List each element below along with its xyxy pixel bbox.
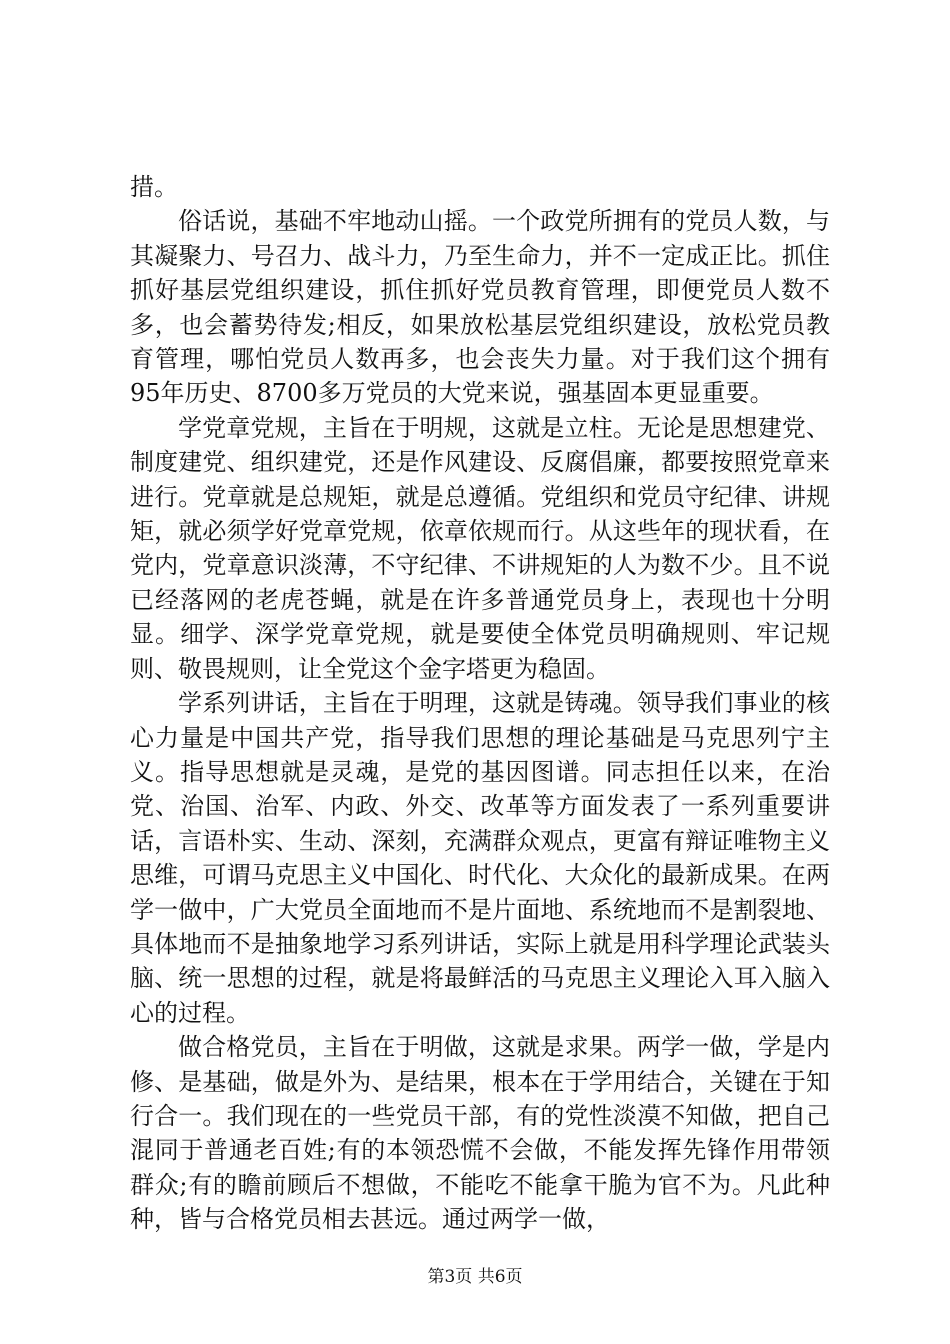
document-body	[130, 170, 830, 1237]
paragraph-2: 俗话说，基础不牢地动山摇。一个政党所拥有的党员人数，与其凝聚力、号召力、战斗力，乃至生命力，并不一定成正比。抓住抓好基层党组织建设，抓住抓好党员教育管理，即便党员人数不多，也会蓄势待发;相反，如果放松基层党组织建设，放松党员教育管理，哪怕党员人数再多，也会丧失力量。对于我们这个拥有95年历史、8700多万党员的大党来说，强基固本更显重要。	[130, 207, 830, 408]
paragraph-3: 学党章党规，主旨在于明规，这就是立柱。无论是思想建党、制度建党、组织建党，还是作风建设、反腐倡廉，都要按照党章来进行。党章就是总规矩，就是总遵循。党组织和党员守纪律、讲规矩，就必须学好党章党规，依章依规而行。从这些年的现状看，在党内，党章意识淡薄，不守纪律、不讲规矩的人为数不少。且不说已经落网的老虎苍蝇，就是在许多普通党员身上，表现也十分明显。细学、深学党章党规，就是要使全体党员明确规则、牢记规则、敬畏规则，让全党这个金字塔更为稳固。	[130, 413, 830, 683]
paragraph-4: 学系列讲话，主旨在于明理，这就是铸魂。领导我们事业的核心力量是中国共产党，指导我们思想的理论基础是马克思列宁主义。指导思想就是灵魂，是党的基因图谱。同志担任以来，在治党、治国、治军、内政、外交、改革等方面发表了一系列重要讲话，言语朴实、生动、深刻，充满群众观点，更富有辩证唯物主义思维，可谓马克思主义中国化、时代化、大众化的最新成果。在两学一做中，广大党员全面地而不是片面地、系统地而不是割裂地、具体地而不是抽象地学习系列讲话，实际上就是用科学理论武装头脑、统一思想的过程，就是将最鲜活的马克思主义理论入耳入脑入心的过程。	[130, 689, 830, 1027]
page-footer	[0, 1262, 950, 1287]
paragraph-1: 措。	[130, 173, 178, 201]
page-number-label: 第3页 共6页	[427, 1267, 523, 1287]
paragraph-5: 做合格党员，主旨在于明做，这就是求果。两学一做，学是内修、是基础，做是外为、是结果，根本在于学用结合，关键在于知行合一。我们现在的一些党员干部，有的党性淡漠不知做，把自己混同于普通老百姓;有的本领恐慌不会做，不能发挥先锋作用带领群众;有的瞻前顾后不想做，不能吃不能拿干脆为官不为。凡此种种，皆与合格党员相去甚远。通过两学一做，	[130, 1033, 830, 1234]
